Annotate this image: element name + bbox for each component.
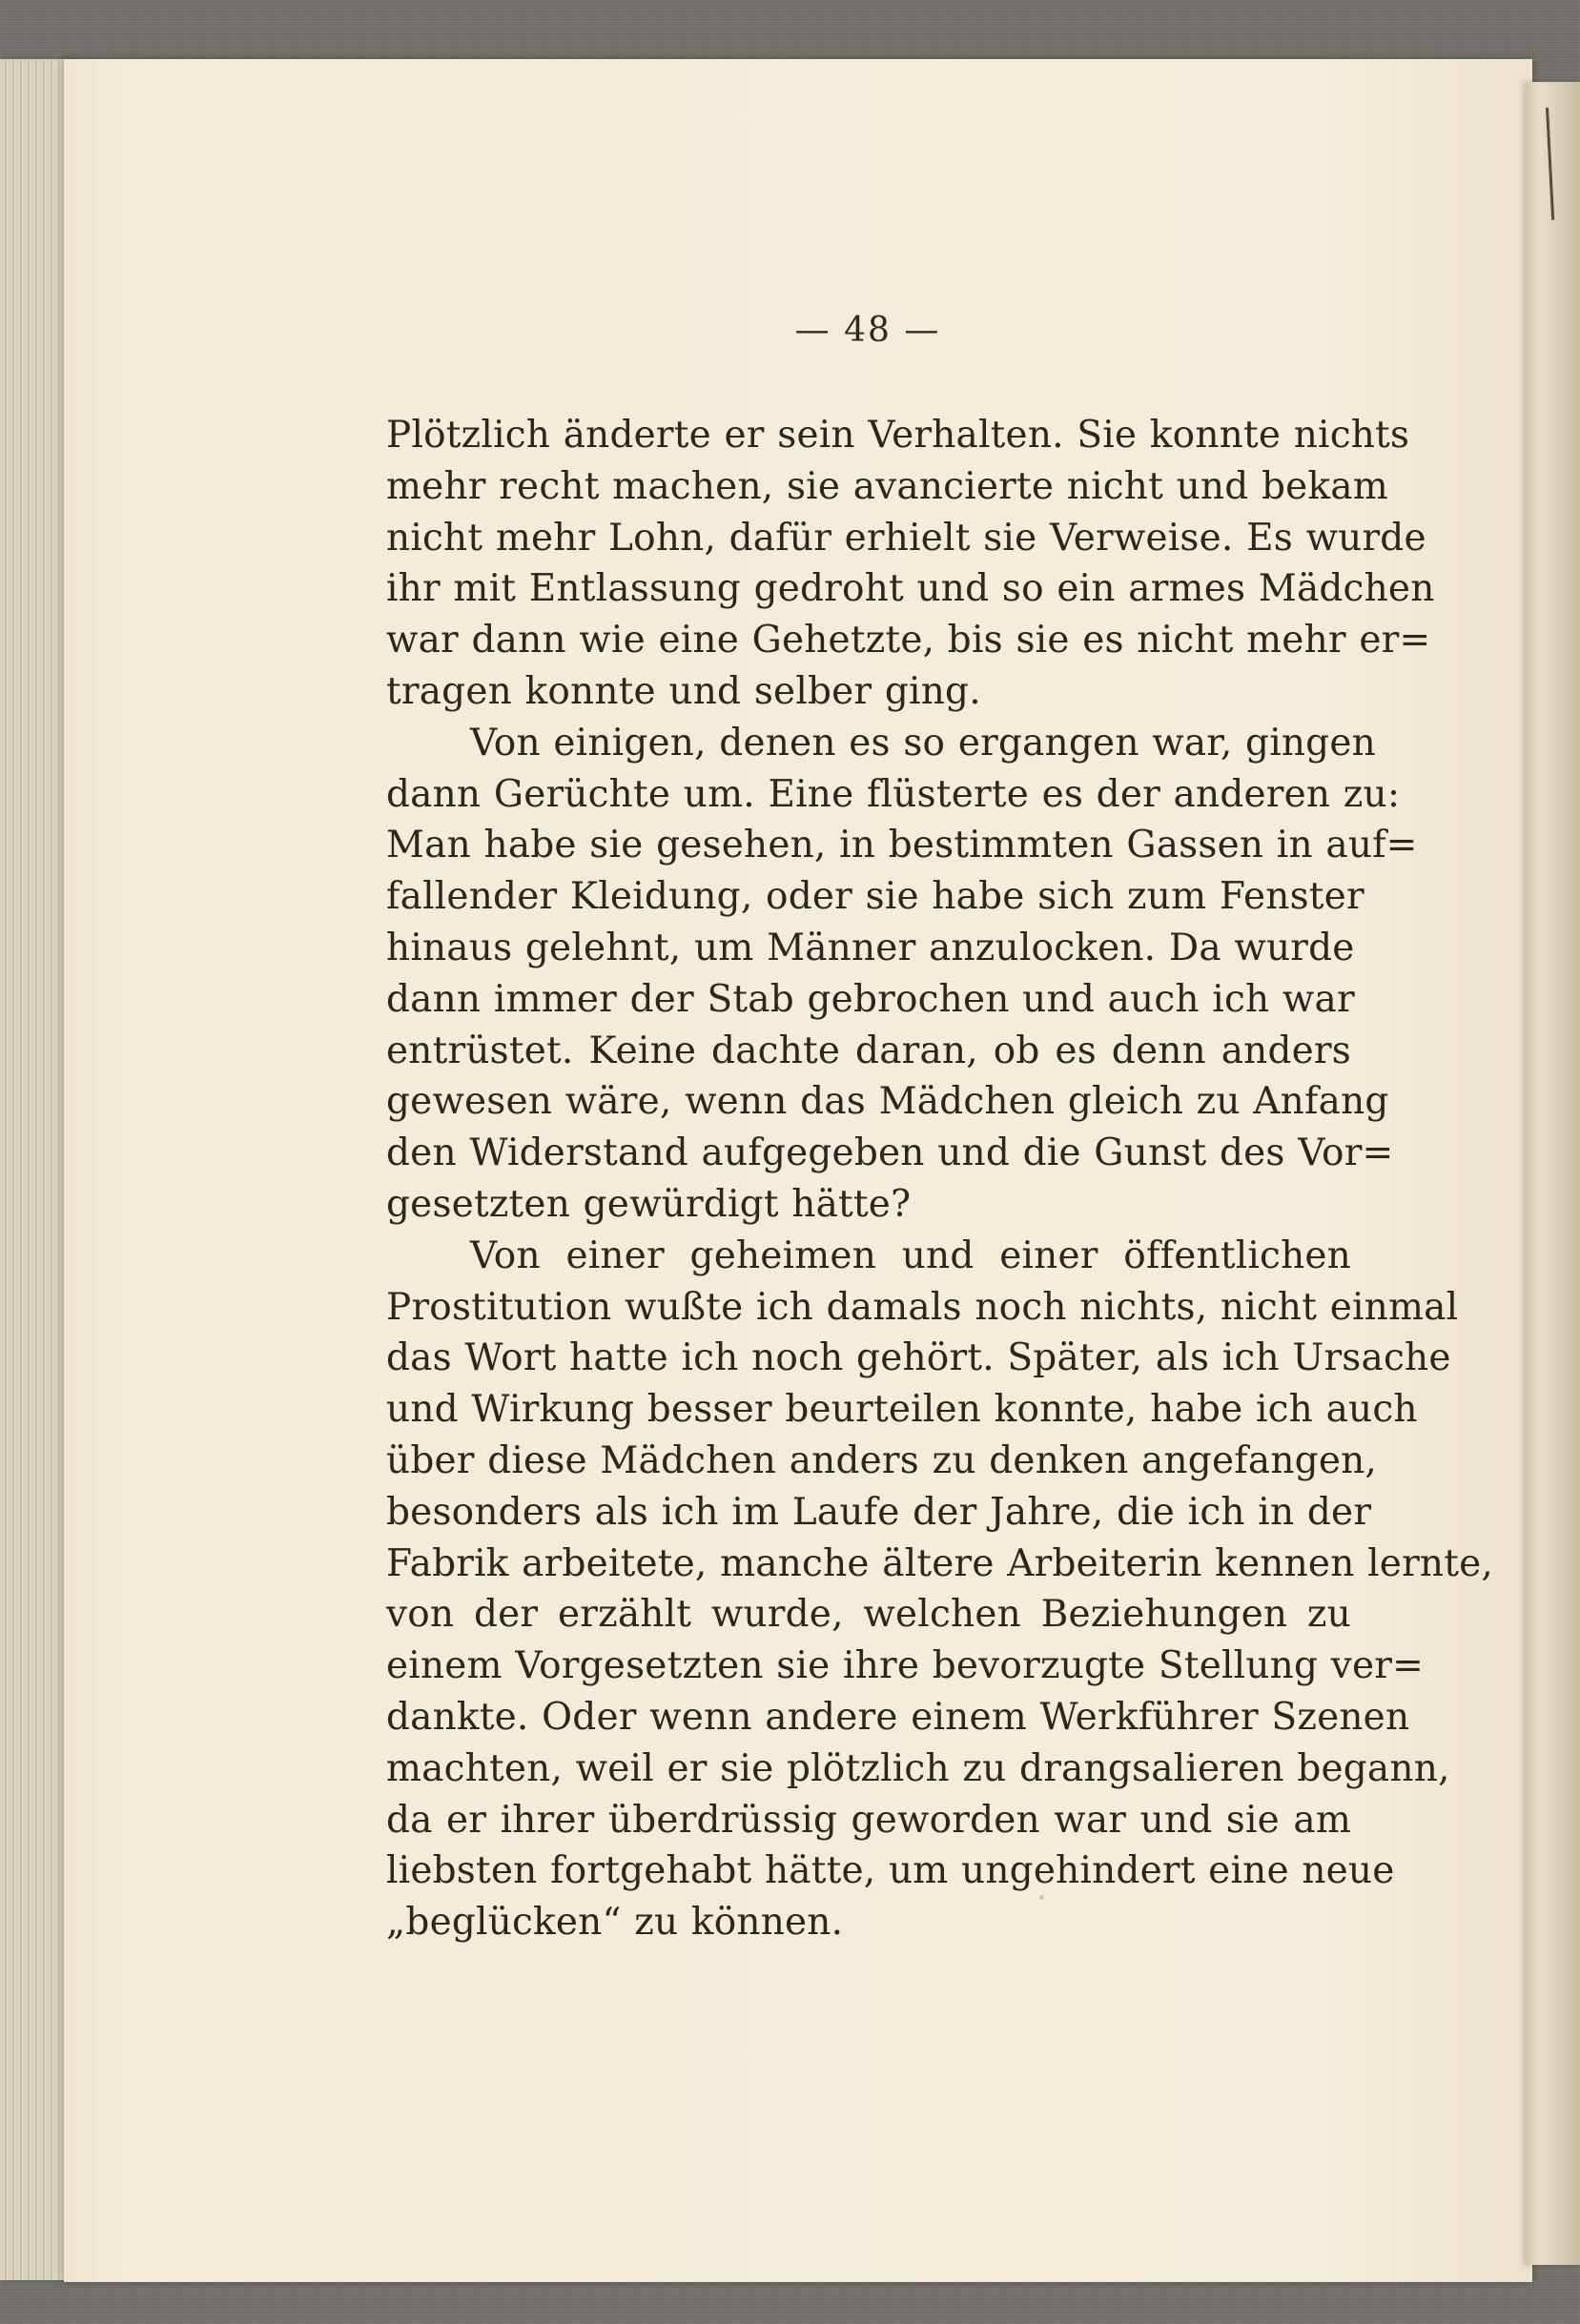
text-line-26: dankte. Oder wenn andere einem Werkführer Szenen xyxy=(386,1695,1410,1739)
text-line-28: da er ihrer überdrüssig geworden war und sie am xyxy=(386,1798,1351,1842)
text-line-23: Fabrik arbeitete, manche ältere Arbeiterin kennen lernte, xyxy=(386,1541,1493,1585)
text-line-17: Von einer geheimen und einer öffentlichen xyxy=(470,1233,1351,1277)
text-line-4: ihr mit Entlassung gedroht und so ein armes Mädchen xyxy=(386,567,1435,611)
text-line-1: Plötzlich änderte er sein Verhalten. Sie konnte nichts xyxy=(386,414,1410,457)
paper-speck xyxy=(1039,1895,1044,1900)
text-line-11: hinaus gelehnt, um Männer anzulocken. Da wurde xyxy=(386,926,1355,969)
text-line-7: Von einigen, denen es so ergangen war, gingen xyxy=(470,721,1376,764)
right-page-edge xyxy=(1526,82,1580,2265)
page-text xyxy=(386,410,1493,1948)
text-line-9: Man habe sie gesehen, in bestimmten Gassen in auf= xyxy=(386,824,1418,867)
text-line-20: und Wirkung besser beurteilen konnte, habe ich auch xyxy=(386,1388,1418,1432)
text-line-25: einem Vorgesetzten sie ihre bevorzugte Stellung ver= xyxy=(386,1644,1424,1688)
text-line-13: entrüstet. Keine dachte daran, ob es denn anders xyxy=(386,1029,1351,1072)
text-line-15: den Widerstand aufgegeben und die Gunst des Vor= xyxy=(386,1131,1394,1175)
text-line-14: gewesen wäre, wenn das Mädchen gleich zu Anfang xyxy=(386,1080,1389,1124)
text-line-8: dann Gerüchte um. Eine flüsterte es der anderen zu: xyxy=(386,772,1401,816)
text-line-12: dann immer der Stab gebrochen und auch ich war xyxy=(386,977,1355,1021)
text-line-24: von der erzählt wurde, welchen Beziehungen zu xyxy=(386,1593,1351,1637)
text-line-6: tragen konnte und selber ging. xyxy=(386,669,981,713)
page-number: — 48 — xyxy=(794,311,941,350)
text-line-21: über diese Mädchen anders zu denken angefangen, xyxy=(386,1438,1378,1482)
text-line-19: das Wort hatte ich noch gehört. Später, als ich Ursache xyxy=(386,1336,1451,1380)
left-page-edges xyxy=(0,59,72,2280)
text-line-29: liebsten fortgehabt hätte, um ungehindert eine neue xyxy=(386,1849,1395,1893)
text-line-10: fallender Kleidung, oder sie habe sich zum Fenster xyxy=(386,875,1365,919)
text-line-5: war dann wie eine Gehetzte, bis sie es nicht mehr er= xyxy=(386,619,1431,663)
text-line-27: machten, weil er sie plötzlich zu drangsalieren begann, xyxy=(386,1746,1450,1790)
text-line-3: nicht mehr Lohn, dafür erhielt sie Verweise. Es wurde xyxy=(386,516,1426,560)
text-line-22: besonders als ich im Laufe der Jahre, die ich in der xyxy=(386,1490,1372,1534)
text-line-18: Prostitution wußte ich damals noch nichts, nicht einmal xyxy=(386,1285,1459,1329)
text-line-16: gesetzten gewürdigt hätte? xyxy=(386,1182,912,1226)
text-line-30: „beglücken“ zu können. xyxy=(386,1901,844,1945)
text-line-2: mehr recht machen, sie avancierte nicht und bekam xyxy=(386,464,1388,508)
